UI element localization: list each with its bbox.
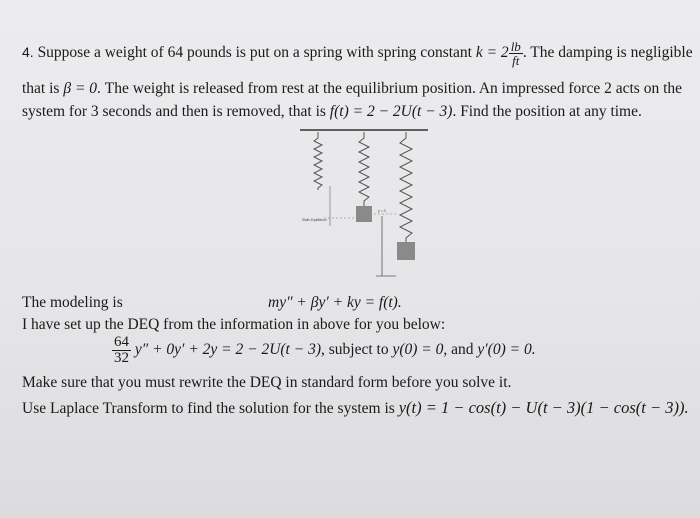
spring-displaced (400, 132, 412, 242)
problem-line-1 (22, 40, 693, 67)
beta-expr: β = 0 (63, 80, 98, 97)
deq-and: , and (443, 341, 474, 359)
force-value: 2 (604, 80, 612, 97)
modeling-line (22, 294, 123, 312)
laplace-line (22, 398, 689, 418)
problem-text-2a: that is (22, 80, 60, 97)
mass-block-displaced (397, 242, 415, 260)
mass-fraction-den: 32 (114, 350, 129, 366)
problem-number: 4. (22, 44, 34, 61)
deq-subject: , subject to (320, 341, 389, 359)
label-y-zero: y = 0 (378, 209, 386, 213)
laplace-text: Use Laplace Transform to find the solution for the system is (22, 400, 395, 417)
spring-natural (314, 132, 322, 190)
standard-form-note: Make sure that you must rewrite the DEQ in standard form before you solve it. (22, 374, 512, 391)
modeling-label: The modeling is (22, 294, 123, 311)
mass-block-equilibrium (356, 206, 372, 222)
problem-text-1b: . The damping is negligible (522, 44, 693, 62)
solution-expr: y(t) = 1 − cos(t) − U(t − 3)(1 − cos(t − 3)). (398, 398, 689, 417)
problem-text-2c: acts on the (615, 80, 683, 97)
mass-fraction (112, 335, 131, 366)
modeling-equation: my″ + βy′ + ky = f(t). (268, 294, 402, 311)
problem-text-2b: . The weight is released from rest at the equilibrium position. An impressed force (97, 80, 601, 97)
setup-intro: I have set up the DEQ from the information in above for you below: (22, 316, 446, 333)
initial-condition-1: y(0) = 0 (392, 341, 444, 359)
unit-denominator: ft (512, 53, 520, 68)
forcing-function-expr: f(t) = 2 − 2U(t − 3) (329, 103, 453, 120)
mass-fraction-num: 64 (114, 334, 129, 350)
problem-line-2 (22, 80, 682, 98)
spring-equilibrium (359, 132, 369, 206)
deq-equation: y″ + 0y′ + 2y = 2 − 2U(t − 3) (134, 341, 321, 359)
spring-constant-unit (509, 40, 523, 67)
problem-line-3 (22, 103, 642, 121)
unit-numerator: lb (510, 39, 521, 54)
problem-text-1a: Suppose a weight of 64 pounds is put on a spring with spring constant (37, 44, 472, 62)
initial-condition-2: y′(0) = 0. (477, 341, 536, 359)
problem-text-3b: . Find the position at any time. (452, 103, 642, 120)
deq-line (112, 335, 536, 366)
spring-constant-expr: k = 2 (475, 44, 509, 62)
spring-mass-figure (296, 126, 432, 286)
problem-text-3a: system for 3 seconds and then is removed, that is (22, 103, 326, 120)
label-static-equilibrium: Static Equilibrium (302, 218, 327, 222)
